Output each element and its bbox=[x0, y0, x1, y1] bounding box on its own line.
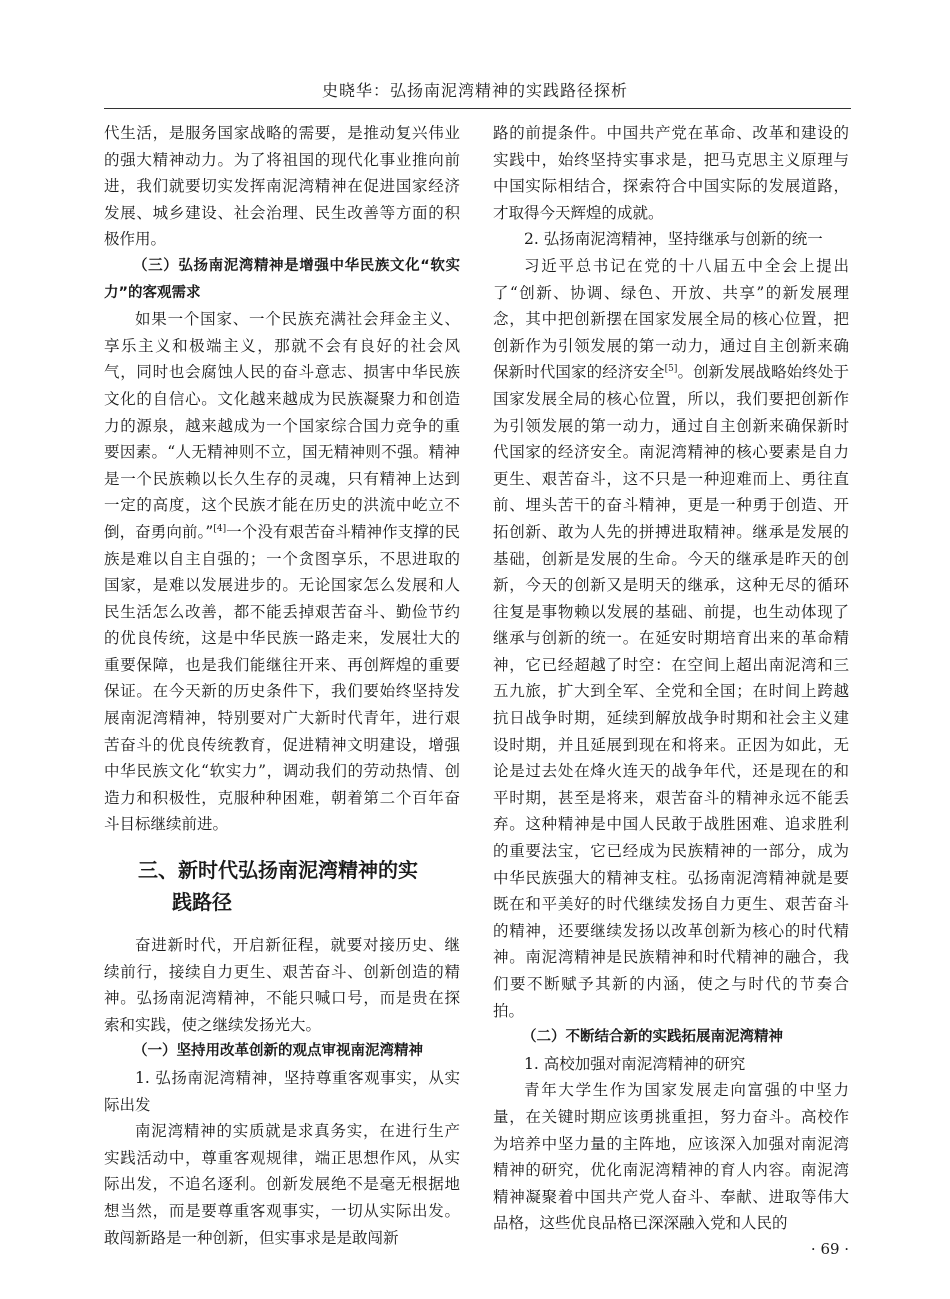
subsection-heading-1: （一）坚持用改革创新的观点审视南泥湾精神 bbox=[133, 1043, 423, 1060]
page-number: · 69 · bbox=[810, 1240, 850, 1258]
subsubsection-heading-2: 2. 弘扬南泥湾精神，坚持继承与创新的统一 bbox=[524, 230, 823, 249]
paragraph bbox=[104, 306, 460, 838]
section-heading-line-1: 三、新时代弘扬南泥湾精神的实 bbox=[138, 858, 418, 883]
paragraph: 南泥湾精神的实质就是求真务实，在进行生产实践活动中，尊重客观规律，端正思想作风，从实际出发，不追名逐利。创新发展绝不是毫无根据地想当然，而是要尊重客观事实，一切从实际出发。敢闯新路是一种创新，但实事求是是敢闯新 bbox=[104, 1122, 460, 1247]
left-column bbox=[104, 120, 460, 1251]
running-header: 史晓华：弘扬南泥湾精神的实践路径探析 bbox=[321, 81, 628, 100]
subsection-heading-2: （二）不断结合新的实践拓展南泥湾精神 bbox=[522, 1029, 783, 1046]
paragraph: 奋进新时代，开启新征程，就要对接历史、继续前行，接续自力更生、艰苦奋斗、创新创造的精神。弘扬南泥湾精神，不能只喊口号，而是贵在探索和实践，使之继续发扬光大。 bbox=[104, 936, 460, 1034]
paragraph: 路的前提条件。中国共产党在革命、改革和建设的实践中，始终坚持实事求是，把马克思主义原理与中国实际相结合，探索符合中国实际的发展道路，才取得今天辉煌的成就。 bbox=[493, 124, 849, 222]
paragraph-text: 一个没有艰苦奋斗精神作支撑的民族是难以自主自强的；一个贪图享乐，不思进取的国家，是难以发展进步的。无论国家怎么发展和人民生活怎么改善，都不能丢掉艰苦奋斗、勤俭节约的优良传统，这是中华民族一路走来，发展壮大的重要保障，也是我们能继往开来、再创辉煌的重要保证。在今天新的历史条件下，我们要始终坚持发展南泥湾精神，特别要对广大新时代青年，进行艰苦奋斗的优良传统教育，促进精神文明建设，增强中华民族文化“软实力”，调动我们的劳动热情、创造力和积极性，克服种种困难，朝着第二个百年奋斗目标继续前进。 bbox=[104, 522, 460, 834]
right-column bbox=[493, 120, 849, 1237]
header-rule bbox=[104, 108, 851, 109]
citation-5: [5] bbox=[664, 364, 678, 375]
paragraph: 青年大学生作为国家发展走向富强的中坚力量，在关键时期应该勇挑重担，努力奋斗。高校作为培养中坚力量的主阵地，应该深入加强对南泥湾精神的研究，优化南泥湾精神的育人内容。南泥湾精神凝聚着中国共产党人奋斗、奉献、进取等伟大品格，这些优良品格已深深融入党和人民的 bbox=[493, 1081, 849, 1233]
paragraph: 代生活，是服务国家战略的需要，是推动复兴伟业的强大精神动力。为了将祖国的现代化事业推向前进，我们就要切实发挥南泥湾精神在促进国家经济发展、城乡建设、社会治理、民生改善等方面的积极作用。 bbox=[104, 124, 460, 249]
paragraph-text: 习近平总书记在党的十八届五中全会上提出了“创新、协调、绿色、开放、共享”的新发展理念，其中把创新摆在国家发展全局的核心位置，把创新作为引领发展的第一动力，通过自主创新来确保新时代国家的经济安全 bbox=[493, 256, 849, 382]
citation-4: [4] bbox=[213, 523, 227, 534]
subsection-heading-3: （三）弘扬南泥湾精神是增强中华民族文化“软实力”的客观需求 bbox=[104, 257, 460, 301]
section-heading-line-2: 践路径 bbox=[172, 890, 232, 915]
subsubsection-heading-1: 1. 弘扬南泥湾精神，坚持尊重客观事实，从实际出发 bbox=[104, 1069, 460, 1114]
paragraph-text: 如果一个国家、一个民族充满社会拜金主义、享乐主义和极端主义，那就不会有良好的社会风气，同时也会腐蚀人民的奋斗意志、损害中华民族文化的自信心。文化越来越成为民族凝聚力和创造力的源泉，越来越成为一个国家综合国力竞争的重要因素。“人无精神则不立，国无精神则不强。精神是一个民族赖以长久生存的灵魂，只有精神上达到一定的高度，这个民族才能在历史的洪流中屹立不倒，奋勇向前。” bbox=[104, 310, 460, 541]
paragraph bbox=[493, 253, 849, 1024]
section-heading bbox=[104, 854, 460, 918]
paragraph-text: 。创新发展战略始终处于国家发展全局的核心位置，所以，我们要把创新作为引领发展的第一动力，通过自主创新来确保新时代国家的经济安全。南泥湾精神的核心要素是自力更生、艰苦奋斗，这不只是一种迎难而上、勇往直前、埋头苦干的奋斗精神，更是一种勇于创造、开拓创新、敢为人先的拼搏进取精神。继承是发展的基础，创新是发展的生命。今天的继承是昨天的创新，今天的创新又是明天的继承，这种无尽的循环往复是事物赖以发展的基础、前提，也生动体现了继承与创新的统一。在延安时期培育出来的革命精神，它已经超越了时空：在空间上超出南泥湾和三五九旅，扩大到全军、全党和全国；在时间上跨越抗日战争时期，延续到解放战争时期和社会主义建设时期，并且延展到现在和将来。正因为如此，无论是过去处在烽火连天的战争年代，还是现在的和平时期，甚至是将来，艰苦奋斗的精神永远不能丢弃。这种精神是中国人民敢于战胜困难、追求胜利的重要法宝，它已经成为民族精神的一部分，成为中华民族强大的精神支柱。弘扬南泥湾精神就是要既在和平美好的时代继续发扬自力更生、艰苦奋斗的精神，还要继续发扬以改革创新为核心的时代精神。南泥湾精神是民族精神和时代精神的融合，我们要不断赋予其新的内涵，使之与时代的节奏合拍。 bbox=[493, 363, 849, 1020]
subsubsection-heading-3: 1. 高校加强对南泥湾精神的研究 bbox=[524, 1054, 746, 1073]
